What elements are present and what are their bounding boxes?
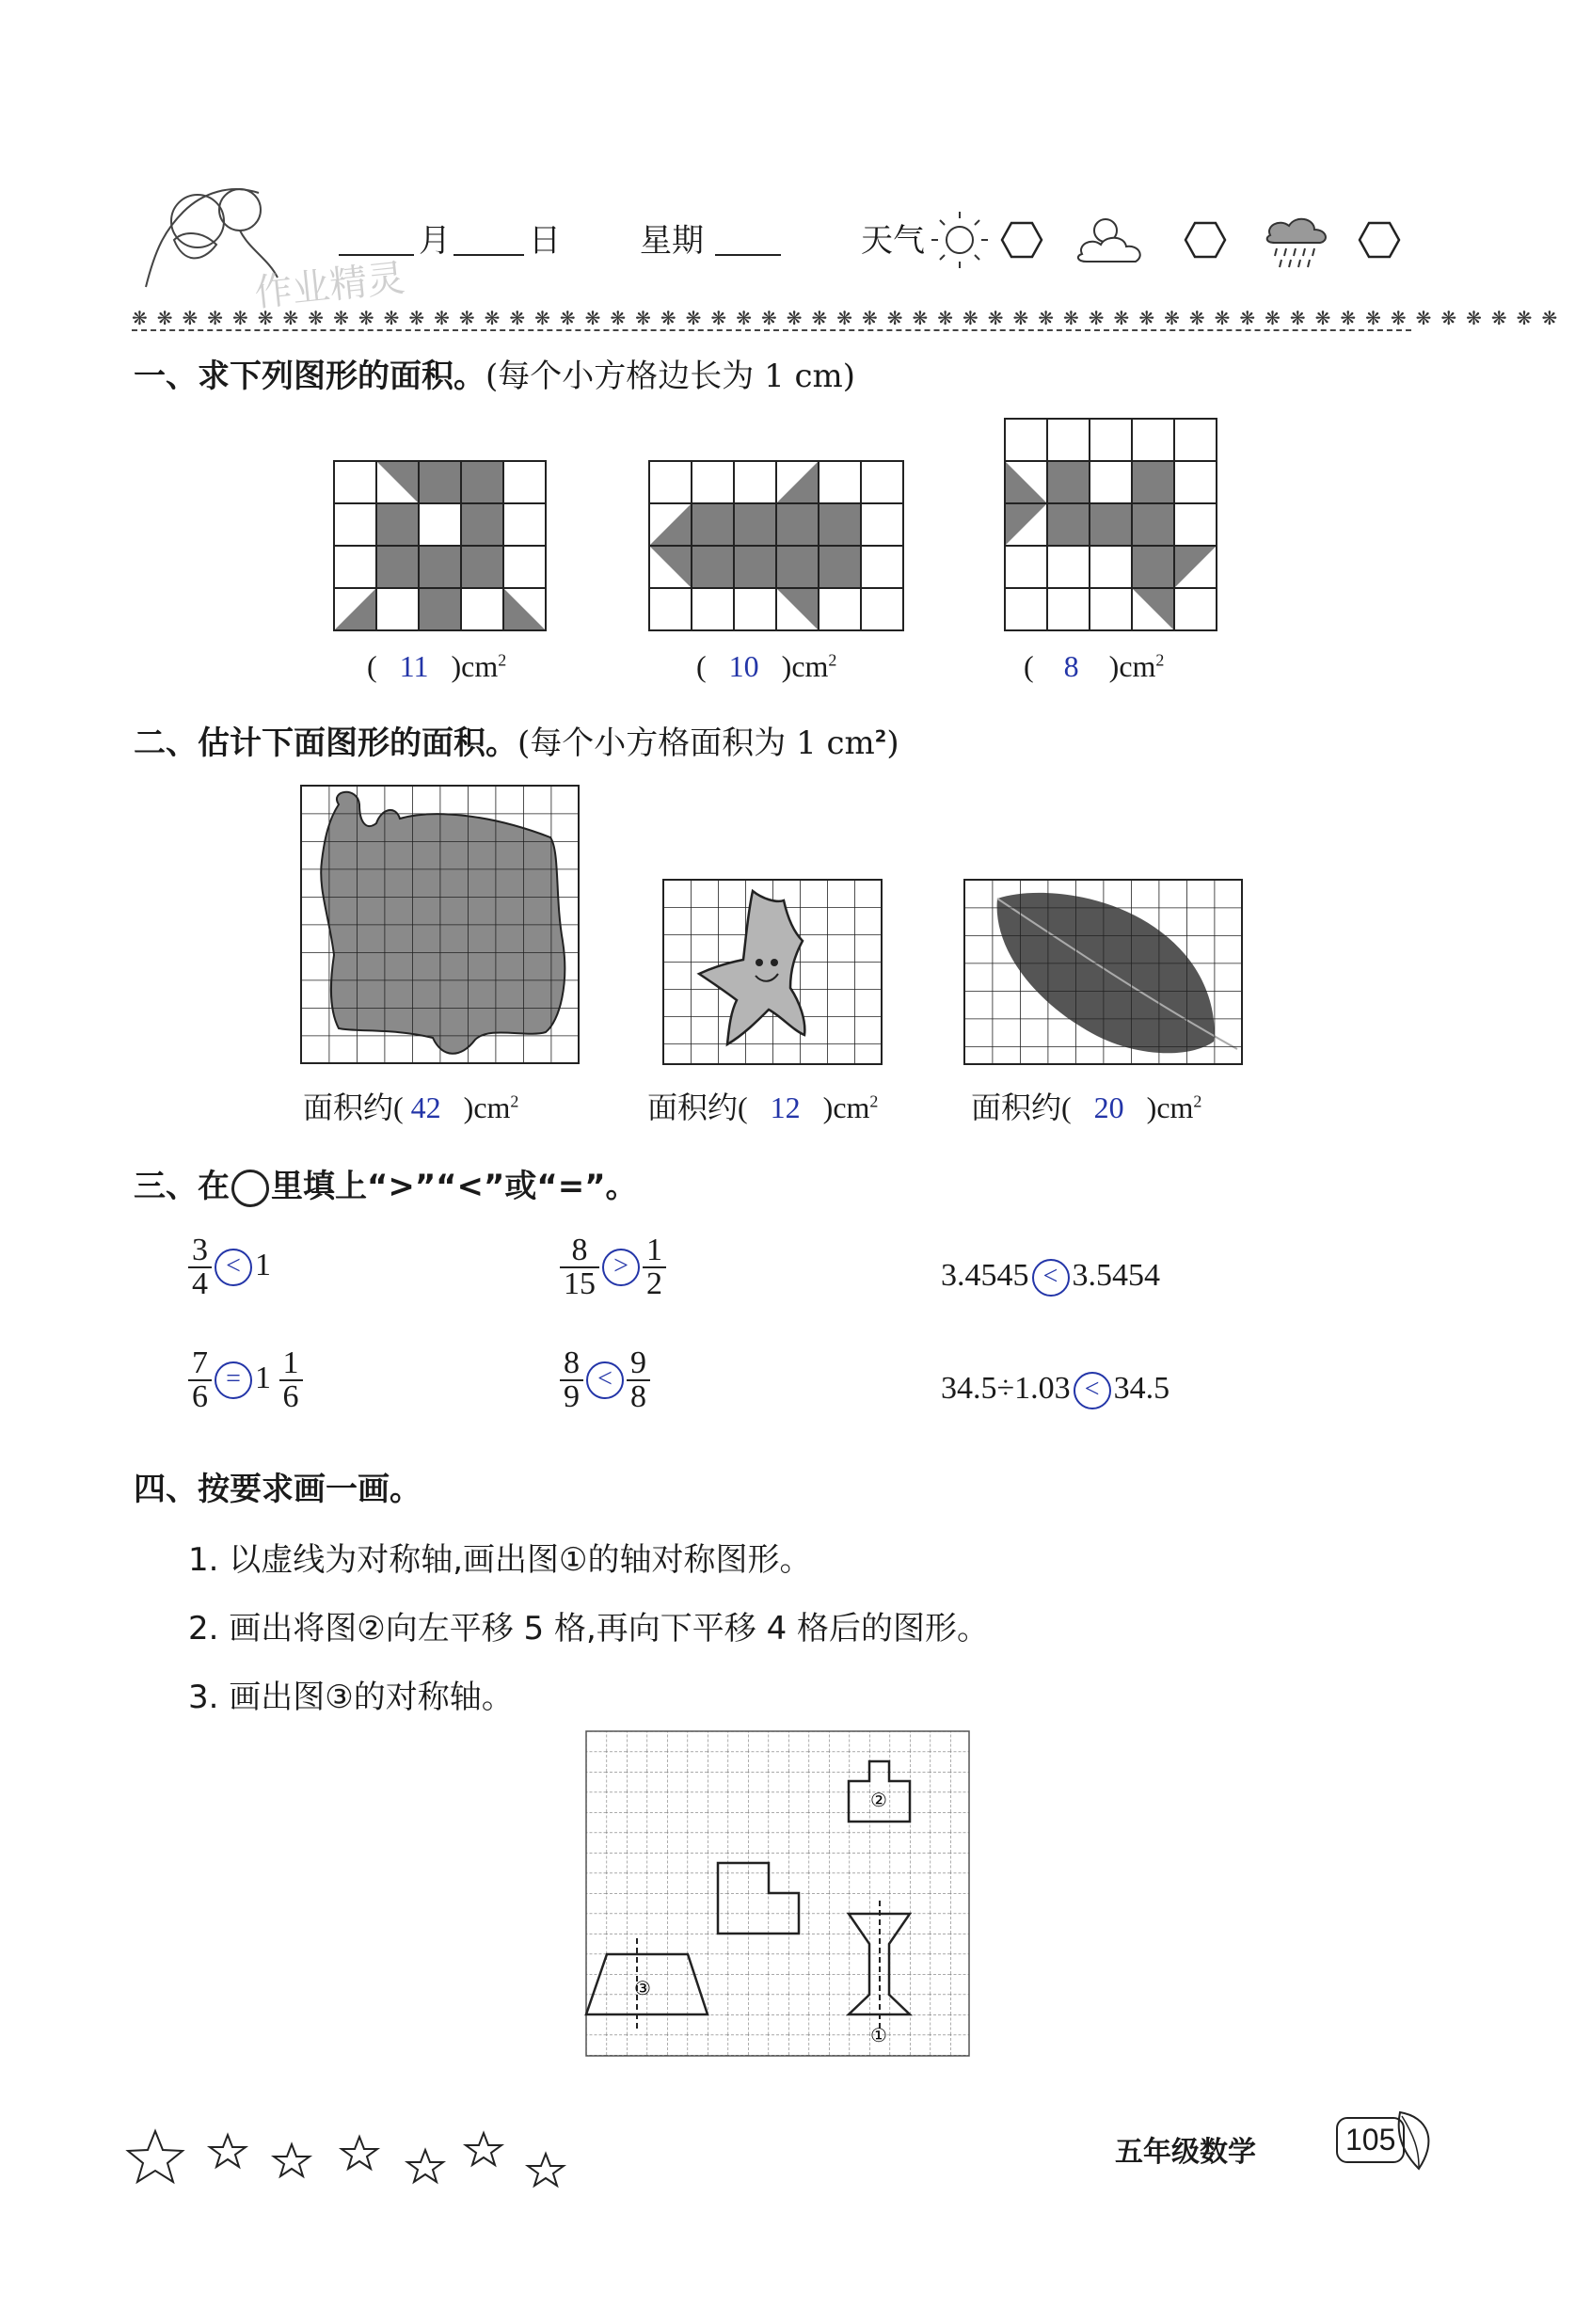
estimate-figure-leaf — [964, 880, 1247, 1068]
drawing-grid[interactable] — [586, 1731, 972, 2061]
weather-label: 天气 — [861, 222, 925, 260]
unit-exponent: 2 — [869, 1091, 879, 1111]
sunny-hexagon-checkbox — [1002, 223, 1042, 257]
sunny-icon — [931, 212, 988, 268]
rainy-hexagon-checkbox — [1360, 223, 1399, 257]
answer-circle[interactable]: < — [215, 1249, 252, 1286]
unit: cm — [461, 649, 499, 683]
month-label: 月 — [419, 222, 451, 260]
unit: cm — [1119, 649, 1156, 683]
answer-circle[interactable]: > — [602, 1249, 640, 1286]
compare-2b: $\frac{8}{9}$ < $\frac{9}{8}$ — [560, 1347, 650, 1413]
answer-prefix: 面积约( — [303, 1090, 404, 1124]
rainy-icon — [1267, 219, 1326, 267]
compare-1b: $\frac{8}{15}$ > $\frac{1}{2}$ — [560, 1234, 666, 1300]
unit: )cm — [822, 1090, 870, 1124]
unit: cm — [791, 649, 829, 683]
footer-stars-decoration — [122, 2122, 574, 2188]
cloudy-icon — [1078, 219, 1140, 262]
answer-3: ( 8 )$cm^2$ — [1024, 649, 1165, 683]
section2-note: (每个小方格面积为 1 cm — [517, 724, 875, 762]
answer-value: 10 — [728, 649, 759, 683]
answer-2: ( 10 )$cm^2$ — [696, 649, 837, 683]
answer-value: 11 — [399, 649, 429, 683]
page-number: 105 — [1336, 2117, 1405, 2163]
weather-options — [927, 207, 1416, 273]
cloudy-hexagon-checkbox — [1185, 223, 1225, 257]
answer-circle[interactable]: < — [1074, 1372, 1111, 1409]
unit-exponent: 2 — [510, 1091, 519, 1111]
footer-subject: 五年级数学 — [1115, 2136, 1256, 2169]
answer-1: ( 11 )$cm^2$ — [367, 649, 507, 683]
section2-heading: 二、估计下面图形的面积。 — [134, 724, 517, 762]
instruction-3: 3. 画出图③的对称轴。 — [188, 1679, 514, 1716]
section3-heading: 三、在 — [134, 1168, 230, 1205]
unit: )cm — [463, 1090, 511, 1124]
note-exponent: 2 — [874, 726, 887, 747]
section3-title — [134, 1160, 638, 1207]
section1-title — [134, 350, 855, 396]
label-2: ② — [870, 1789, 887, 1811]
compare-1c: 3.4545 < 3.5454 — [941, 1258, 1160, 1297]
note-close: ) — [886, 724, 899, 762]
answer-value: 12 — [770, 1090, 801, 1124]
area-figure-3 — [1005, 419, 1221, 630]
answer-circle[interactable]: < — [1032, 1259, 1070, 1297]
answer-circle[interactable]: < — [586, 1361, 624, 1399]
answer-circle[interactable]: = — [215, 1361, 252, 1399]
label-1: ① — [870, 2024, 887, 2046]
estimate-figure-blob — [301, 786, 583, 1068]
label-3: ③ — [634, 1977, 651, 1999]
answer-value: 20 — [1093, 1090, 1124, 1124]
section1-heading: 一、求下列图形的面积。 — [134, 358, 485, 395]
unit: )cm — [1146, 1090, 1194, 1124]
compare-2a: $\frac{7}{6}$ = 1 $\frac{1}{6}$ — [188, 1347, 303, 1413]
answer-prefix: 面积约( — [647, 1090, 748, 1124]
unit-exponent: 2 — [498, 650, 507, 670]
estimate-answer-1 — [303, 1084, 518, 1127]
estimate-figure-star — [663, 880, 889, 1068]
instruction-2: 2. 画出将图②向左平移 5 格,再向下平移 4 格后的图形。 — [188, 1610, 990, 1647]
day-label: 日 — [529, 222, 561, 260]
estimate-answer-3 — [971, 1084, 1201, 1127]
decorative-star-rule: ❋❋❋❋❋❋❋❋❋❋❋❋❋❋❋❋❋❋❋❋❋❋❋❋❋❋❋❋❋❋❋❋❋❋❋❋❋❋❋❋❋❋❋❋❋❋❋❋❋❋❋❋❋❋❋❋❋ — [132, 307, 1567, 329]
section1-note: (每个小方格边长为 1 cm) — [485, 358, 856, 395]
answer-prefix: 面积约( — [971, 1090, 1072, 1124]
unit-exponent: 2 — [828, 650, 837, 670]
answer-value: 42 — [410, 1090, 441, 1124]
area-figure-2 — [649, 461, 908, 630]
section4-title: 四、按要求画一画。 — [134, 1471, 422, 1508]
area-figure-1 — [334, 461, 550, 630]
section3-heading-tail: 里填上“>”“<”或“=”。 — [271, 1168, 638, 1205]
instruction-1: 1. 以虚线为对称轴,画出图①的轴对称图形。 — [188, 1541, 812, 1579]
watermark: 作业精灵 — [252, 256, 407, 316]
section2-title — [134, 717, 899, 763]
estimate-answer-2 — [647, 1084, 878, 1127]
compare-2c: 34.5÷1.03 < 34.5 — [941, 1371, 1169, 1409]
answer-value: 8 — [1063, 649, 1079, 683]
weekday-label: 星期 — [640, 222, 704, 260]
leaf-decoration-icon — [1391, 2103, 1447, 2178]
compare-1a: $\frac{3}{4}$ < 1 — [188, 1234, 271, 1300]
unit-exponent: 2 — [1193, 1091, 1202, 1111]
unit-exponent: 2 — [1155, 650, 1165, 670]
